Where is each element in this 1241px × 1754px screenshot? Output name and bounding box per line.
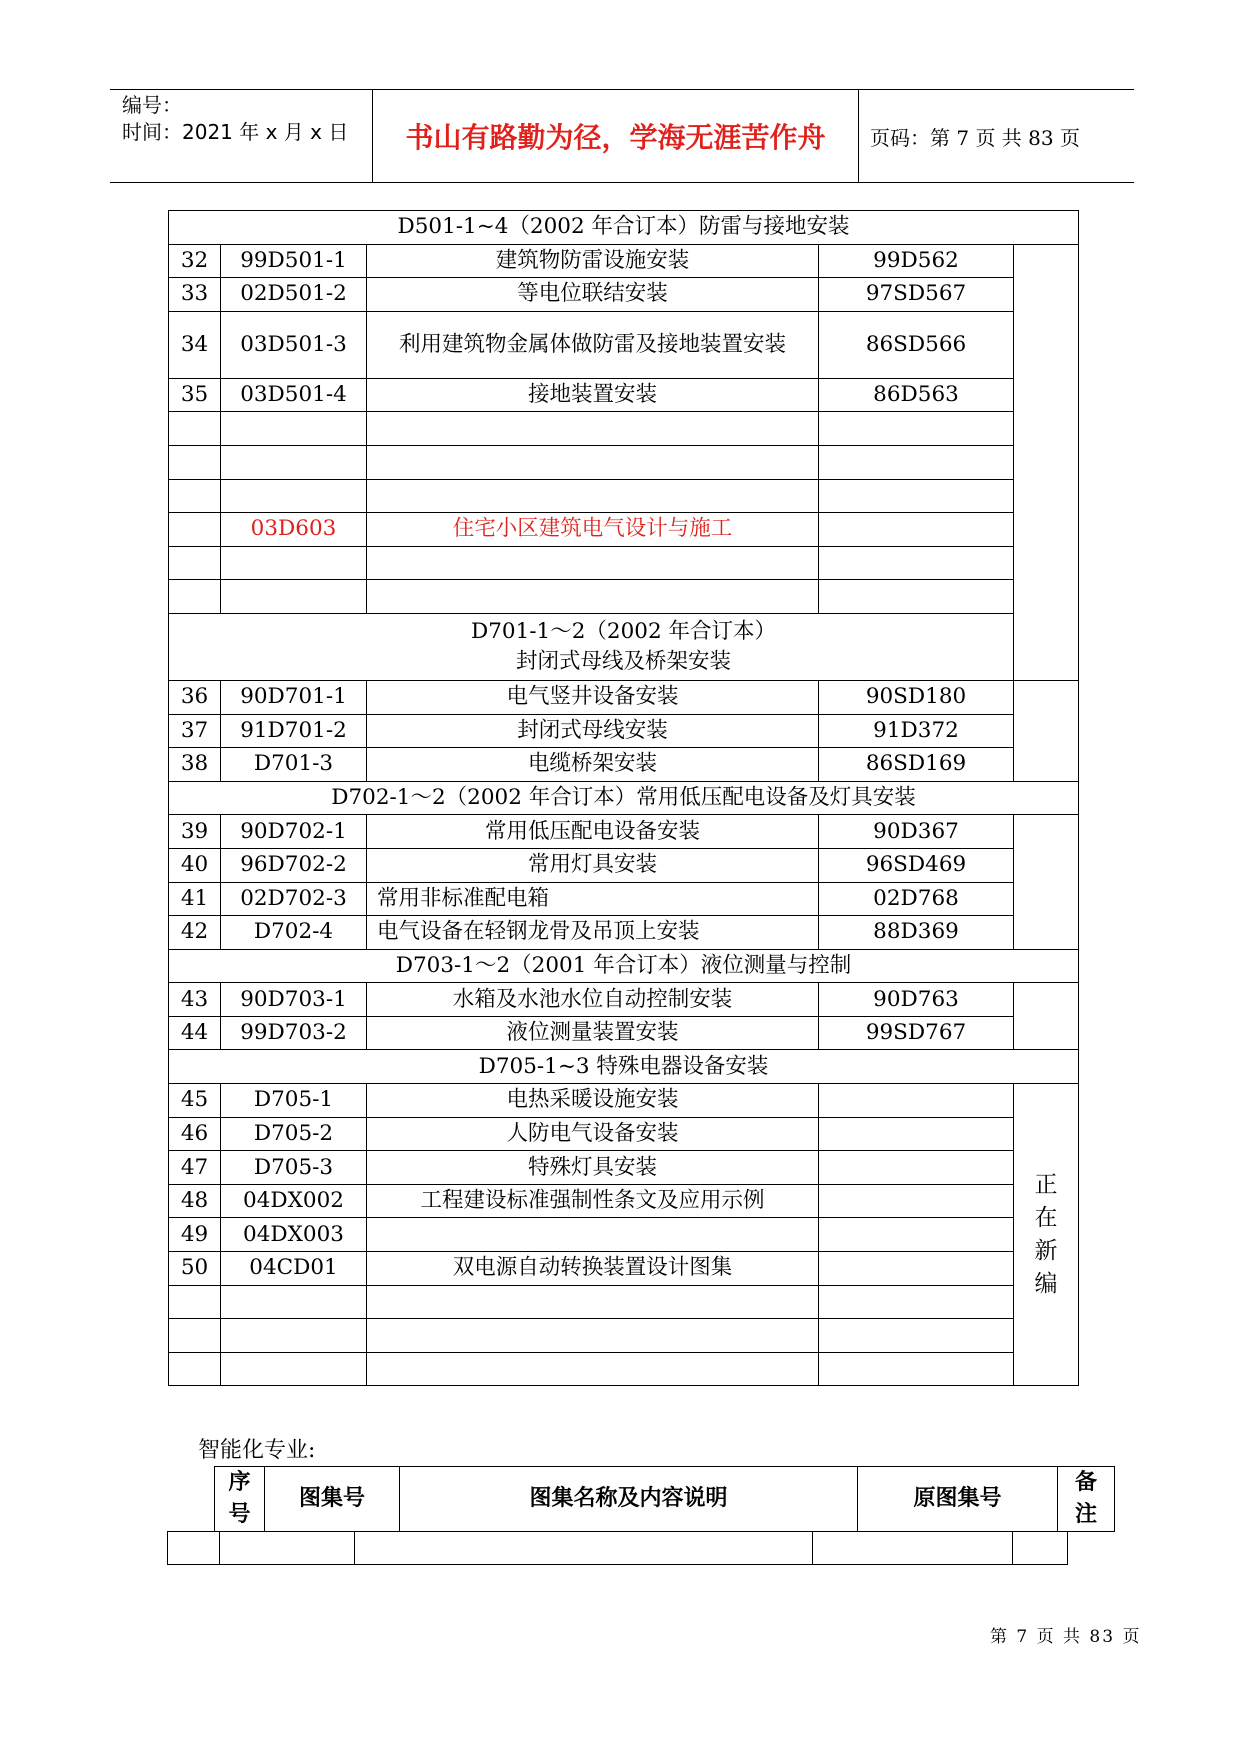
remark-new-cell: [1014, 1084, 1079, 1386]
empty-cell: [221, 412, 367, 446]
row-name: 液位测量装置安装: [367, 1016, 819, 1050]
empty-cell: [169, 580, 221, 614]
row-code: 90D703-1: [221, 983, 367, 1017]
empty-cell: [169, 1352, 221, 1386]
row-code: 02D501-2: [221, 278, 367, 312]
row-name: 双电源自动转换装置设计图集: [367, 1252, 819, 1286]
empty-cell: [221, 546, 367, 580]
row-name: 常用低压配电设备安装: [367, 815, 819, 849]
col-header-name: 图集名称及内容说明: [400, 1467, 858, 1532]
row-orig: 86SD169: [819, 748, 1014, 782]
empty-cell: [221, 1285, 367, 1319]
remark-cell: [1014, 983, 1079, 1050]
section-title-d701-line1: D701-1～2（2002 年合订本）: [471, 618, 776, 644]
header-meta: [122, 92, 377, 146]
row-code: 03D501-3: [221, 311, 367, 378]
atlas-table: [168, 210, 1079, 1386]
row-orig: 86D563: [819, 378, 1014, 412]
row-orig: [819, 1117, 1014, 1151]
row-code: 90D701-1: [221, 680, 367, 714]
page-footer: 第 7 页 共 83 页: [990, 1627, 1142, 1647]
row-name: 常用非标准配电箱: [367, 882, 819, 916]
empty-cell: [367, 1352, 819, 1386]
row-no: 36: [169, 680, 221, 714]
header-number: 编号：: [122, 93, 182, 117]
col-header-remark: 备注: [1058, 1467, 1115, 1532]
row-orig: 02D768: [819, 882, 1014, 916]
row-name: 利用建筑物金属体做防雷及接地装置安装: [367, 311, 819, 378]
row-no: 34: [169, 311, 221, 378]
section-title-d701-line2: 封闭式母线及桥架安装: [515, 648, 731, 674]
row-name: 电缆桥架安装: [367, 748, 819, 782]
row-code: 91D701-2: [221, 714, 367, 748]
row-code: 99D501-1: [221, 244, 367, 278]
intelligent-header-table: [214, 1466, 1115, 1532]
row-orig: 90D367: [819, 815, 1014, 849]
row-orig: 99SD767: [819, 1016, 1014, 1050]
empty-cell: [220, 1532, 355, 1565]
row-no: 37: [169, 714, 221, 748]
empty-cell: [221, 445, 367, 479]
row-name: 建筑物防雷设施安装: [367, 244, 819, 278]
row-orig: [819, 513, 1014, 547]
empty-cell: [367, 445, 819, 479]
col-header-no: 序号: [215, 1467, 265, 1532]
row-name: 人防电气设备安装: [367, 1117, 819, 1151]
row-no: 46: [169, 1117, 221, 1151]
row-no: 48: [169, 1184, 221, 1218]
row-name: 水箱及水池水位自动控制安装: [367, 983, 819, 1017]
row-no: [169, 513, 221, 547]
row-name: [367, 1218, 819, 1252]
empty-cell: [813, 1532, 1013, 1565]
empty-cell: [221, 1352, 367, 1386]
row-code: 04DX002: [221, 1184, 367, 1218]
remark-cell: [1014, 680, 1079, 781]
row-code: 04DX003: [221, 1218, 367, 1252]
row-code: D705-1: [221, 1084, 367, 1118]
row-no: 50: [169, 1252, 221, 1286]
row-orig: 96SD469: [819, 848, 1014, 882]
row-name: 特殊灯具安装: [367, 1151, 819, 1185]
empty-cell: [367, 1319, 819, 1353]
row-orig: 86SD566: [819, 311, 1014, 378]
empty-cell: [169, 445, 221, 479]
row-code: 96D702-2: [221, 848, 367, 882]
col-header-orig: 原图集号: [858, 1467, 1058, 1532]
row-orig: 97SD567: [819, 278, 1014, 312]
row-orig: 90D763: [819, 983, 1014, 1017]
row-no: 47: [169, 1151, 221, 1185]
row-orig: 90SD180: [819, 680, 1014, 714]
empty-cell: [169, 546, 221, 580]
empty-cell: [169, 412, 221, 446]
row-code: D705-2: [221, 1117, 367, 1151]
row-orig: [819, 1184, 1014, 1218]
row-no: 40: [169, 848, 221, 882]
col-header-code: 图集号: [265, 1467, 400, 1532]
row-no: 32: [169, 244, 221, 278]
row-orig: [819, 1084, 1014, 1118]
row-orig: [819, 1252, 1014, 1286]
empty-cell: [169, 1285, 221, 1319]
row-no: 45: [169, 1084, 221, 1118]
row-name: 工程建设标准强制性条文及应用示例: [367, 1184, 819, 1218]
row-orig: [819, 1151, 1014, 1185]
header-motto: 书山有路勤为径，学海无涯苦作舟: [372, 90, 859, 182]
empty-cell: [819, 546, 1014, 580]
empty-cell: [367, 1285, 819, 1319]
intelligent-section-title: 智能化专业:: [198, 1438, 316, 1463]
row-name-red: 住宅小区建筑电气设计与施工: [367, 513, 819, 547]
row-no: 35: [169, 378, 221, 412]
section-title-d705: D705-1~3 特殊电器设备安装: [169, 1050, 1079, 1084]
empty-cell: [819, 1319, 1014, 1353]
empty-cell: [168, 1532, 220, 1565]
remark-cell: [1014, 815, 1079, 949]
row-code-red: 03D603: [221, 513, 367, 547]
empty-cell: [367, 580, 819, 614]
row-name: 接地装置安装: [367, 378, 819, 412]
empty-cell: [355, 1532, 813, 1565]
row-no: 44: [169, 1016, 221, 1050]
row-name: 常用灯具安装: [367, 848, 819, 882]
empty-cell: [819, 580, 1014, 614]
row-no: 43: [169, 983, 221, 1017]
empty-cell: [819, 412, 1014, 446]
empty-cell: [221, 479, 367, 513]
row-code: 90D702-1: [221, 815, 367, 849]
row-no: 38: [169, 748, 221, 782]
row-no: 39: [169, 815, 221, 849]
row-name: 封闭式母线安装: [367, 714, 819, 748]
empty-cell: [169, 479, 221, 513]
row-name: 电气竖井设备安装: [367, 680, 819, 714]
intelligent-body-table: [167, 1531, 1068, 1565]
empty-cell: [367, 546, 819, 580]
row-code: D705-3: [221, 1151, 367, 1185]
empty-cell: [819, 1352, 1014, 1386]
row-name: 电热采暖设施安装: [367, 1084, 819, 1118]
empty-cell: [169, 1319, 221, 1353]
empty-cell: [221, 580, 367, 614]
remark-new-text: 正在新编: [1034, 1171, 1058, 1297]
empty-cell: [221, 1319, 367, 1353]
section-title-d702: D702-1～2（2002 年合订本）常用低压配电设备及灯具安装: [169, 781, 1079, 815]
empty-cell: [819, 1285, 1014, 1319]
empty-cell: [367, 412, 819, 446]
row-orig: 91D372: [819, 714, 1014, 748]
row-code: D702-4: [221, 916, 367, 950]
row-code: 04CD01: [221, 1252, 367, 1286]
row-name: 电气设备在轻钢龙骨及吊顶上安装: [367, 916, 819, 950]
row-no: 33: [169, 278, 221, 312]
row-code: 99D703-2: [221, 1016, 367, 1050]
row-orig: 99D562: [819, 244, 1014, 278]
row-name: 等电位联结安装: [367, 278, 819, 312]
section-title-d701: [169, 613, 1079, 680]
empty-cell: [367, 479, 819, 513]
row-no: 41: [169, 882, 221, 916]
section-title-d501: D501-1~4（2002 年合订本）防雷与接地安装: [169, 211, 1079, 245]
empty-cell: [1013, 1532, 1068, 1565]
row-code: D701-3: [221, 748, 367, 782]
header-page-info: 页码：第 7 页 共 83 页: [870, 125, 1080, 150]
page-header: [110, 89, 1134, 183]
row-code: 03D501-4: [221, 378, 367, 412]
row-no: 49: [169, 1218, 221, 1252]
row-no: 42: [169, 916, 221, 950]
row-orig: [819, 1218, 1014, 1252]
header-time: 时间：2021 年 x 月 x 日: [122, 120, 349, 144]
empty-cell: [819, 445, 1014, 479]
empty-cell: [819, 479, 1014, 513]
row-orig: 88D369: [819, 916, 1014, 950]
row-code: 02D702-3: [221, 882, 367, 916]
section-title-d703: D703-1～2（2001 年合订本）液位测量与控制: [169, 949, 1079, 983]
